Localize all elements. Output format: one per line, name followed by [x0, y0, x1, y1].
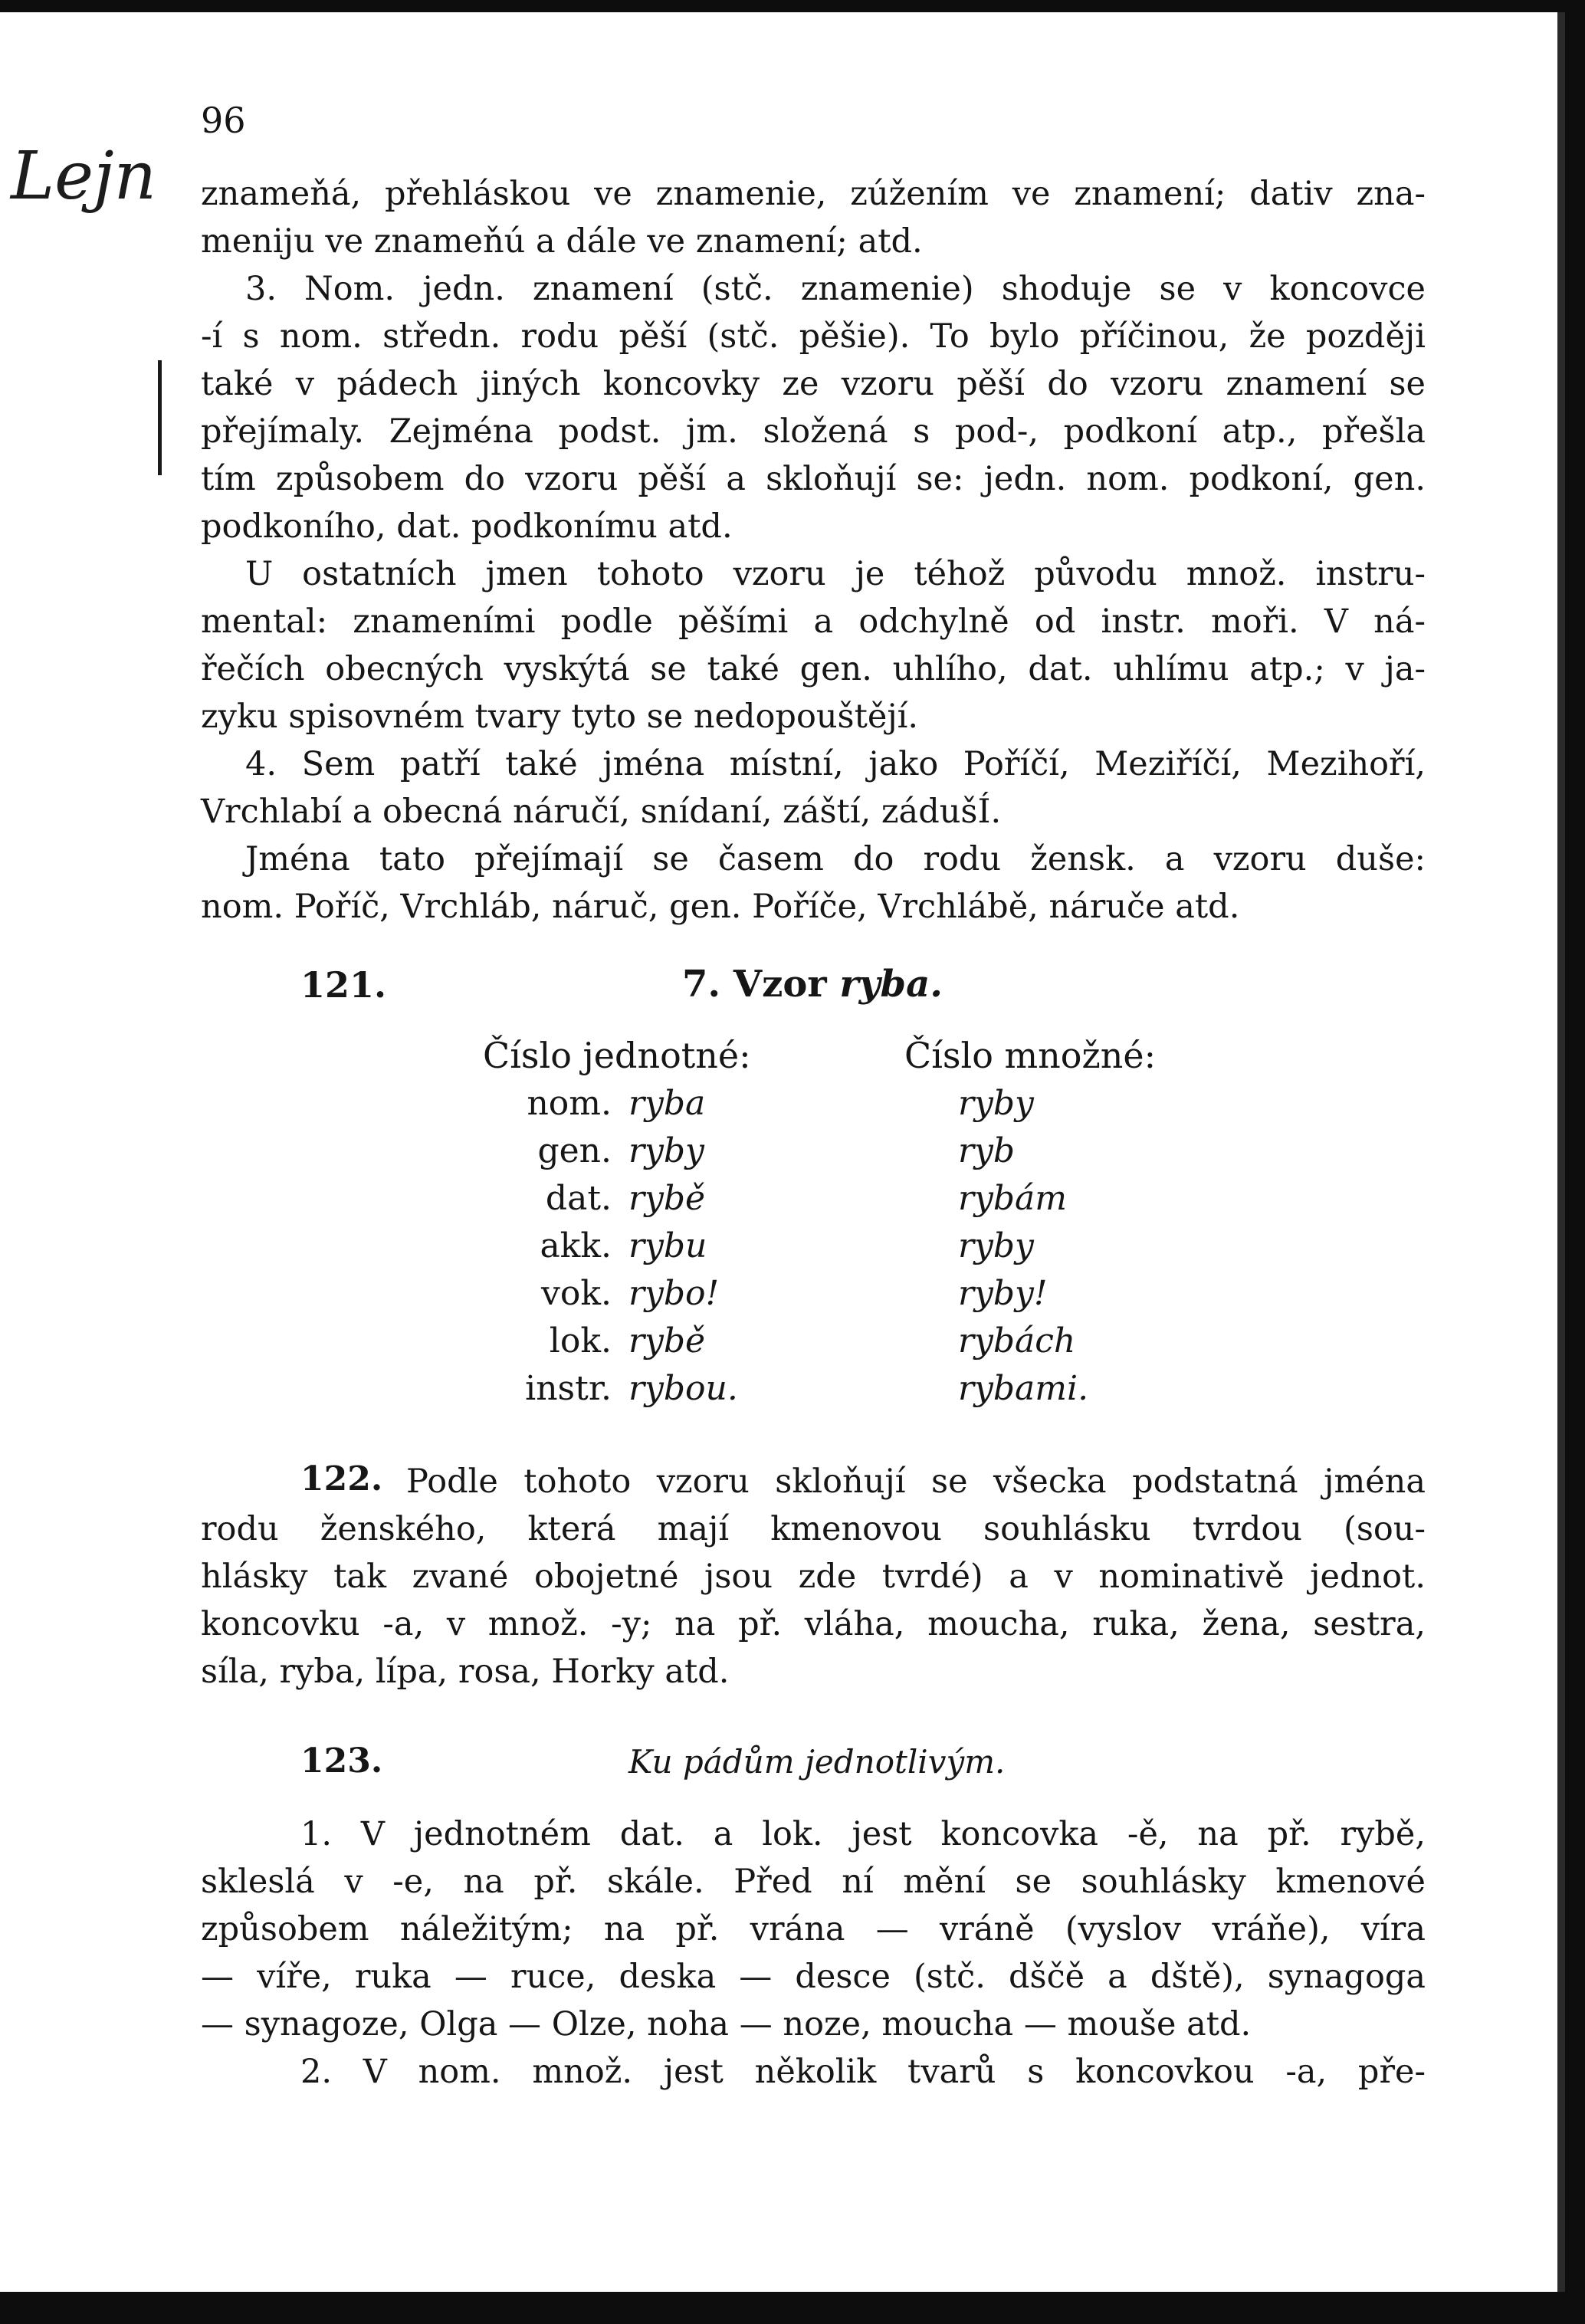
declension-row: [0, 1084, 1585, 1131]
declension-plural: ryby: [958, 1226, 1034, 1265]
declension-plural: ryb: [958, 1131, 1016, 1170]
declension-row: [0, 1369, 1585, 1416]
declension-case: gen.: [537, 1131, 612, 1170]
declension-plural: rybách: [958, 1321, 1076, 1361]
declension-singular: rybou.: [628, 1369, 738, 1408]
section-122-line-5: síla, ryba, lípa, rosa, Horky atd.: [201, 1653, 730, 1691]
declension-singular: rybě: [628, 1321, 706, 1361]
declension-singular: rybě: [628, 1179, 706, 1218]
declension-case: dat.: [545, 1179, 612, 1218]
point3-line-5: tím způsobem do vzoru pěší a skloňují se: jedn. nom. podkoní, gen.: [201, 460, 1426, 498]
point3-line-3: také v pádech jiných koncovky ze vzoru pěší do vzoru znamení se: [201, 365, 1426, 403]
point123-1-line-1: 1. V jednotném dat. a lok. jest koncovka -ě, na př. rybě,: [300, 1815, 1426, 1853]
section-123-title: Ku pádům jednotlivým.: [628, 1743, 1006, 1781]
declension-header-singular: Číslo jednotné:: [483, 1035, 751, 1076]
section-123-number: 123.: [300, 1741, 383, 1781]
point123-1-line-2: skleslá v -e, na př. skále. Před ní mění se souhlásky kmenové: [201, 1863, 1426, 1901]
handwritten-margin-note: Lejn: [11, 138, 157, 215]
intro-line-2: meniju ve znameňú a dále ve znamení; atd.: [201, 222, 923, 261]
point3-line-1: 3. Nom. jedn. znamení (stč. znamenie) shoduje se v koncovce: [245, 270, 1426, 308]
declension-singular: ryba: [628, 1084, 706, 1123]
intro-line-1: znameňá, přehláskou ve znamenie, zúžením ve znamení; dativ zna-: [201, 175, 1426, 213]
section-121-number: 121.: [300, 964, 387, 1006]
section-122-number: 122.: [300, 1459, 383, 1498]
declension-case: vok.: [541, 1274, 612, 1313]
section-122-line-1: Podle tohoto vzoru skloňují se všecka podstatná jména: [406, 1462, 1426, 1501]
names-note-line-2: nom. Poříč, Vrchláb, náruč, gen. Poříče, Vrchlábě, náruče atd.: [201, 888, 1240, 926]
declension-case: akk.: [540, 1226, 612, 1265]
section-122-line-3: hlásky tak zvané obojetné jsou zde tvrdé) a v nominativě jednot.: [201, 1558, 1426, 1596]
section-122-line-4: koncovku -a, v množ. -y; na př. vláha, moucha, ruka, žena, sestra,: [201, 1605, 1426, 1643]
declension-plural: rybám: [958, 1179, 1068, 1218]
declension-row: [0, 1274, 1585, 1321]
declension-plural: ryby: [958, 1084, 1034, 1123]
point4-line-1: 4. Sem patří také jména místní, jako Poříčí, Meziříčí, Mezihoří,: [245, 745, 1426, 783]
other-nouns-line-3: řečích obecných vyskýtá se také gen. uhlího, dat. uhlímu atp.; v ja-: [201, 650, 1426, 688]
declension-plural: ryby!: [958, 1274, 1048, 1313]
point123-1-line-4: — víře, ruka — ruce, deska — desce (stč. dščě a dště), synagoga: [201, 1958, 1426, 1996]
declension-singular: rybo!: [628, 1274, 720, 1313]
other-nouns-line-2: mental: znameními podle pěšími a odchylně od instr. moři. V ná-: [201, 602, 1426, 641]
section-121-title: [682, 963, 943, 1006]
margin-annotation-line: [158, 360, 162, 475]
point3-line-2: -í s nom. středn. rodu pěší (stč. pěšie). To bylo příčinou, že později: [201, 317, 1426, 356]
point3-line-6: podkoního, dat. podkonímu atd.: [201, 507, 733, 546]
scan-border-bottom: [0, 2292, 1585, 2324]
point123-1-line-3: způsobem náležitým; na př. vrána — vráně (vyslov vráňe), víra: [201, 1910, 1426, 1948]
declension-singular: rybu: [628, 1226, 707, 1265]
section-121-title-prefix: 7. Vzor: [682, 963, 827, 1006]
point123-2-line-1: 2. V nom. množ. jest několik tvarů s koncovkou -a, pře-: [300, 2053, 1426, 2091]
declension-singular: ryby: [628, 1131, 704, 1170]
point3-line-4: přejímaly. Zejména podst. jm. složená s pod-, podkoní atp., přešla: [201, 412, 1426, 451]
other-nouns-line-4: zyku spisovném tvary tyto se nedopouštějí.: [201, 698, 919, 736]
section-121-title-word: ryba.: [839, 963, 943, 1006]
page-number: 96: [201, 100, 246, 141]
declension-case: instr.: [525, 1369, 612, 1408]
scan-border-top: [0, 0, 1585, 12]
declension-row: [0, 1179, 1585, 1226]
declension-header-plural: Číslo množné:: [904, 1035, 1157, 1076]
names-note-line-1: Jména tato přejímají se časem do rodu žensk. a vzoru duše:: [245, 840, 1426, 878]
declension-row: [0, 1226, 1585, 1274]
declension-row: [0, 1321, 1585, 1369]
declension-case: lok.: [549, 1321, 612, 1361]
declension-row: [0, 1131, 1585, 1179]
point4-line-2: Vrchlabí a obecná náručí, snídaní, záští, zádušÍ.: [201, 793, 1002, 831]
section-122-line-2: rodu ženského, která mají kmenovou souhlásku tvrdou (sou-: [201, 1510, 1426, 1548]
other-nouns-line-1: U ostatních jmen tohoto vzoru je téhož původu množ. instru-: [245, 555, 1426, 593]
point123-1-line-5: — synagoze, Olga — Olze, noha — noze, moucha — mouše atd.: [201, 2005, 1252, 2043]
declension-case: nom.: [527, 1084, 612, 1123]
declension-plural: rybami.: [958, 1369, 1089, 1408]
